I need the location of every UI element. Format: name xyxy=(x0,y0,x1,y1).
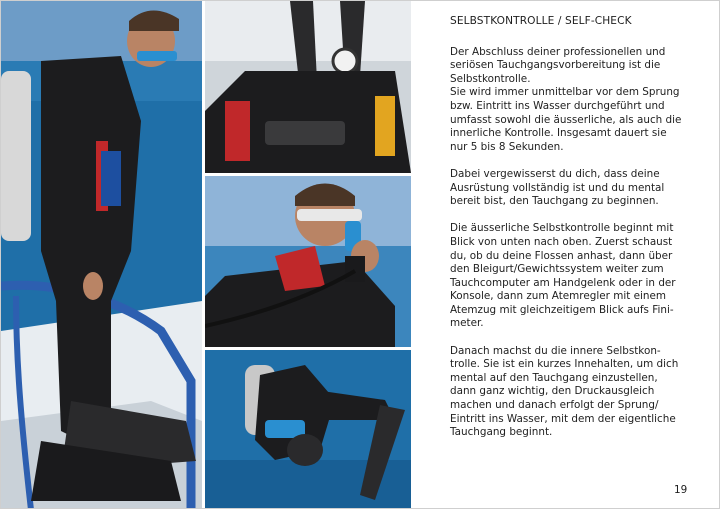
section-heading: SELBSTKONTROLLE / SELF-CHECK xyxy=(450,15,632,27)
paragraph-internal-check: Danach machst du die innere Selbstkon- trolle. Sie ist ein kurzes Innehalten, um dich mental auf den Tauchgang einzustellen, dann ganz wichtig, den Druckausgleich machen und danach erfolgt der Sprung/ Eintritt ins Wasser, mit dem der eigentliche Tauchgang beginnt. xyxy=(450,344,679,439)
paragraph-external-check: Die äusserliche Selbstkontrolle beginnt mit Blick von unten nach oben. Zuerst schaust du, ob du deine Flossen anhast, dann über den Bleigurt/Gewichtssystem weiter zum Tauchcomputer am Handgelenk oder in der Konsole, dann zum Atemregler mit einem Atemzug mit gleichzeitigem Blick aufs Fini- meter. xyxy=(450,222,676,330)
text-column xyxy=(450,15,695,453)
photo-giant-stride-entry xyxy=(205,350,411,509)
photo-view-down-to-fins xyxy=(205,1,411,173)
paragraph-readiness: Dabei vergewisserst du dich, dass deine Ausrüstung vollständig ist und du mental bereit bist, den Tauchgang zu beginnen. xyxy=(450,167,665,208)
page-number: 19 xyxy=(674,484,688,496)
photo-diver-checking-regulator xyxy=(205,176,411,347)
photo-diver-on-boat-ladder xyxy=(1,1,202,509)
paragraph-intro: Der Abschluss deiner professionellen und seriösen Tauchgangsvorbereitung ist die Selbstkontrolle. Sie wird immer unmittelbar vor dem Sprung bzw. Eintritt ins Wasser durchgeführt und umfasst sowohl die äusserliche, als auch die innerliche Kontrolle. Insgesamt dauert sie nur 5 bis 8 Sekunden. xyxy=(450,45,682,153)
